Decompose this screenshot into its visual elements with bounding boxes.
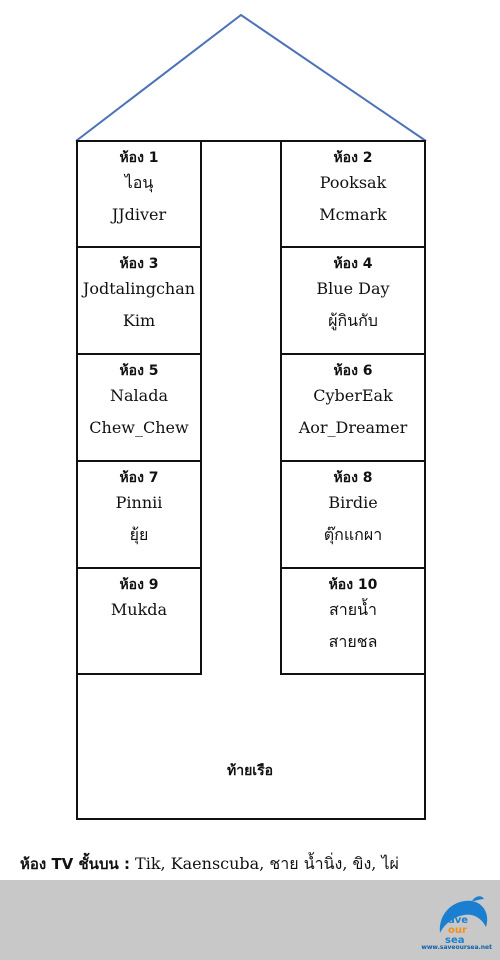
cabin-title: ห้อง 4 [333, 256, 373, 272]
cabin-guest: สายน้ำ [328, 600, 378, 619]
cabin-title: ห้อง 5 [119, 363, 159, 379]
cabin-6 [280, 353, 426, 462]
cabin-guest: ตุ๊กแกผา [323, 525, 383, 544]
logo-word-1: save [442, 915, 469, 926]
tv-room-label: ห้อง TV ชั้นบน : [20, 855, 130, 873]
cabin-guest: Mcmark [319, 205, 387, 224]
cabin-guest: ยุ้ย [129, 525, 149, 544]
cabin-guest: Chew_Chew [89, 418, 189, 437]
boat-bow-outline [0, 0, 500, 142]
cabin-7 [76, 460, 202, 569]
cabin-1 [76, 140, 202, 248]
bow-line [76, 15, 426, 141]
cabin-title: ห้อง 2 [333, 150, 373, 166]
cabin-guest: Mukda [110, 600, 168, 619]
dolphin-fin [472, 896, 484, 901]
cabin-5 [76, 353, 202, 462]
cabin-9 [76, 567, 202, 675]
logo-url: www.saveoursea.net [421, 944, 492, 951]
cabin-guest: Kim [122, 311, 156, 330]
cabin-guest: Aor_Dreamer [298, 418, 408, 437]
cabin-4 [280, 246, 426, 355]
cabin-title: ห้อง 9 [119, 577, 159, 593]
cabin-2 [280, 140, 426, 248]
cabin-title: ห้อง 7 [119, 470, 159, 486]
cabin-guest: ไอนุ [124, 173, 154, 192]
cabin-title: ห้อง 3 [119, 256, 159, 272]
cabin-title: ห้อง 6 [333, 363, 373, 379]
stern-label: ท้ายเรือ [226, 763, 273, 779]
tv-room-guests: Tik, Kaenscuba, ชาย น้ำนิ่ง, ขิง, ไผ่ [135, 854, 399, 873]
cabin-guest: Jodtalingchan [82, 279, 196, 298]
cabin-guest: สายชล [328, 632, 378, 651]
logo-word-3: sea [445, 935, 465, 946]
cabin-3 [76, 246, 202, 355]
cabin-guest: Nalada [110, 386, 168, 405]
cabin-guest: Birdie [328, 493, 378, 512]
cabin-guest: Pooksak [319, 173, 387, 192]
cabin-guest: Blue Day [316, 279, 390, 298]
cabin-guest: Pinnii [115, 493, 163, 512]
cabin-guest: ผู้กินกับ [328, 311, 378, 330]
cabin-guest: CyberEak [313, 386, 393, 405]
cabin-8 [280, 460, 426, 569]
logo-word-2: our [448, 925, 467, 936]
cabin-title: ห้อง 10 [328, 577, 378, 593]
cabin-guest: JJdiver [111, 205, 167, 224]
cabin-title: ห้อง 8 [333, 470, 373, 486]
tv-room-line [20, 852, 399, 877]
cabin-10 [280, 567, 426, 675]
cabin-title: ห้อง 1 [119, 150, 159, 166]
